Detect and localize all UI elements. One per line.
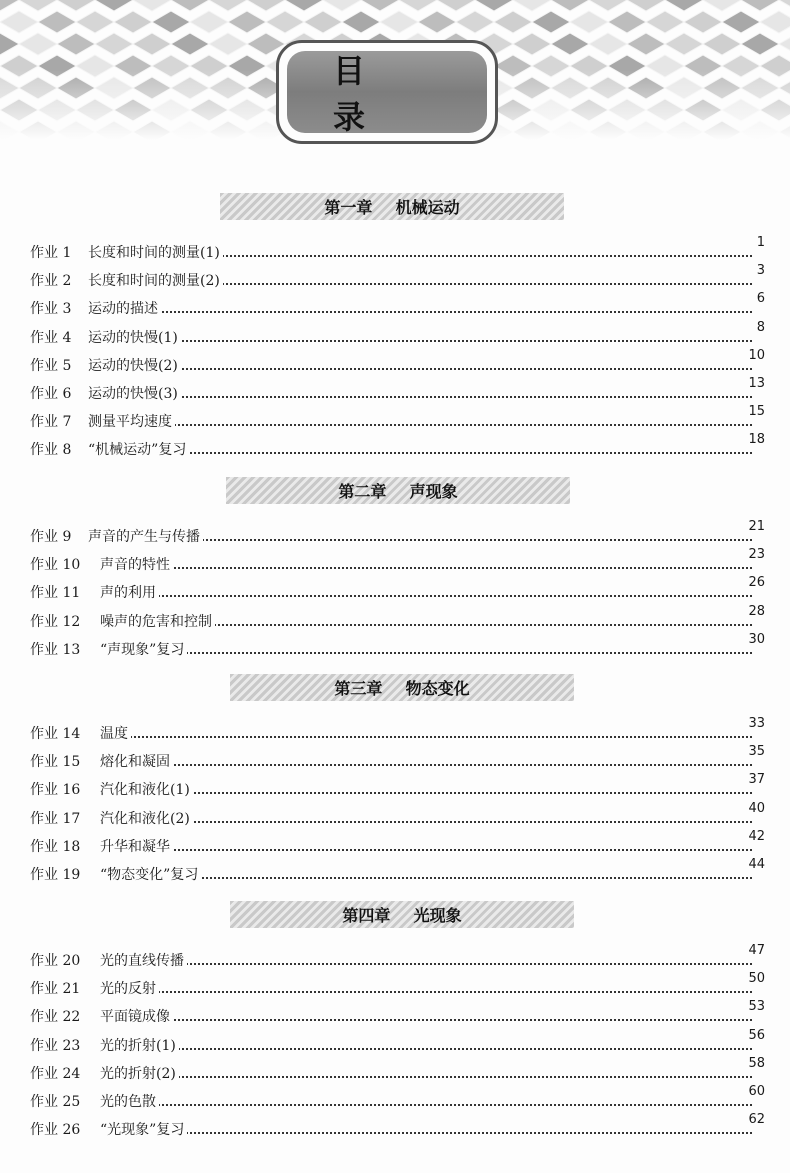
entry-title: 声音的产生与传播	[88, 527, 203, 547]
assignment-number: 作业 19	[30, 867, 81, 883]
cube-facet	[76, 11, 114, 33]
entry-title: 光的折射(2)	[100, 1064, 179, 1084]
cube-facet	[380, 11, 418, 33]
toc-entry[interactable]	[0, 999, 790, 1027]
cube-facet	[703, 0, 741, 11]
dot-leader	[110, 991, 752, 993]
entry-title: 光的反射	[100, 979, 159, 999]
assignment-number: 作业 17	[30, 810, 81, 827]
toc-entry[interactable]	[0, 943, 790, 971]
entry-title: 光的折射(1)	[100, 1036, 179, 1056]
cube-facet	[361, 0, 399, 11]
page-number: 35	[748, 744, 765, 760]
page-number: 18	[748, 432, 765, 448]
page-number: 37	[748, 772, 765, 788]
page-number: 21	[748, 519, 765, 534]
cube-facet	[570, 11, 608, 33]
assignment-number: 作业 20	[30, 953, 81, 969]
assignment-number: 作业 14	[30, 726, 81, 742]
dot-leader	[110, 764, 752, 766]
cube-facet	[722, 11, 760, 33]
dot-leader	[110, 849, 752, 851]
page-number: 23	[748, 547, 765, 563]
cube-facet	[513, 0, 551, 11]
cube-facet	[608, 11, 646, 33]
assignment-number: 作业 13	[30, 641, 81, 658]
toc-entry[interactable]	[0, 263, 790, 291]
dot-leader	[98, 311, 752, 313]
page-number: 42	[748, 828, 765, 844]
toc-entry[interactable]	[0, 347, 790, 376]
cube-facet	[627, 0, 665, 11]
toc-entry[interactable]	[0, 1084, 790, 1112]
page-number: 26	[748, 575, 765, 591]
assignment-number: 作业 16	[30, 782, 81, 799]
dot-leader	[98, 340, 752, 342]
cube-facet	[304, 11, 342, 33]
cube-facet	[171, 33, 209, 55]
chapter-header	[226, 477, 570, 504]
page-number: 33	[748, 716, 765, 731]
page-number: 56	[748, 1027, 765, 1043]
cube-facet	[114, 11, 152, 33]
page-number: 6	[756, 291, 765, 307]
dot-leader	[110, 792, 752, 794]
page-number: 53	[748, 999, 765, 1015]
toc-entry[interactable]	[0, 772, 790, 800]
cube-facet	[589, 0, 627, 11]
cube-facet	[95, 0, 133, 11]
page-number: 1	[756, 235, 765, 250]
entry-title: 熔化和凝固	[100, 752, 173, 772]
assignment-number: 作业 18	[30, 838, 81, 855]
cube-facet	[19, 33, 57, 55]
entry-title: 长度和时间的测量(2)	[88, 271, 223, 291]
cube-facet	[456, 11, 494, 33]
assignment-number: 作业 10	[30, 557, 81, 574]
page-number: 3	[756, 263, 765, 279]
cube-facet	[285, 0, 323, 11]
cube-facet	[171, 0, 209, 11]
cube-facet	[475, 0, 513, 11]
entry-title: “光现象”复习	[100, 1120, 187, 1140]
assignment-number: 作业 23	[30, 1037, 81, 1054]
entry-title: 温度	[100, 724, 131, 744]
cube-facet	[0, 0, 19, 11]
entry-title: 长度和时间的测量(1)	[88, 243, 223, 263]
toc-entry[interactable]	[0, 857, 790, 885]
chapter-title: 第四章 光现象	[342, 906, 462, 925]
dot-leader	[110, 963, 752, 965]
entry-title: 运动的快慢(2)	[88, 356, 181, 376]
toc-entry[interactable]	[0, 291, 790, 319]
cube-facet	[741, 0, 779, 11]
entry-title: 运动的描述	[88, 299, 161, 319]
cube-facet	[19, 0, 57, 11]
toc-entry[interactable]	[0, 519, 790, 547]
toc-entry[interactable]	[0, 828, 790, 857]
cube-facet	[779, 0, 790, 11]
page-number: 40	[748, 800, 765, 816]
cube-facet	[646, 11, 684, 33]
cube-facet	[684, 11, 722, 33]
cube-facet	[437, 0, 475, 11]
page-number: 62	[748, 1112, 765, 1128]
page-title: 目录	[287, 51, 487, 133]
dot-leader	[110, 1104, 752, 1106]
assignment-number: 作业 6	[30, 386, 72, 402]
assignment-number: 作业 9	[30, 529, 72, 545]
cube-facet	[133, 33, 171, 55]
assignment-number: 作业 26	[30, 1122, 81, 1139]
dot-leader	[98, 424, 752, 426]
dot-leader	[110, 821, 752, 823]
entry-title: 汽化和液化(2)	[100, 809, 193, 829]
assignment-number: 作业 22	[30, 1009, 81, 1026]
dot-leader	[110, 1048, 752, 1050]
assignment-number: 作业 24	[30, 1065, 81, 1082]
page-number: 10	[748, 347, 765, 363]
toc-entry[interactable]	[0, 432, 790, 460]
cube-facet	[551, 33, 589, 55]
cube-facet	[38, 11, 76, 33]
toc-entry[interactable]	[0, 404, 790, 432]
cube-facet	[209, 33, 247, 55]
cube-facet	[133, 0, 171, 11]
page-number: 58	[748, 1055, 765, 1071]
page-number: 13	[748, 376, 765, 391]
cube-facet	[57, 33, 95, 55]
chapter-title: 第一章 机械运动	[324, 198, 460, 217]
entry-title: 声的利用	[100, 583, 159, 603]
entry-title: 运动的快慢(1)	[88, 328, 181, 348]
toc-entry[interactable]	[0, 744, 790, 772]
assignment-number: 作业 21	[30, 981, 81, 998]
cube-facet	[95, 33, 133, 55]
toc-entry[interactable]	[0, 971, 790, 999]
cube-facet	[741, 33, 779, 55]
page-number: 44	[748, 857, 765, 872]
dot-leader	[110, 1132, 752, 1134]
cube-facet	[551, 0, 589, 11]
entry-title: 噪声的危害和控制	[100, 612, 215, 632]
chapter-header	[220, 193, 564, 220]
entry-title: 运动的快慢(3)	[88, 384, 181, 404]
cube-facet	[399, 0, 437, 11]
assignment-number: 作业 5	[30, 357, 72, 374]
toc-entry[interactable]	[0, 319, 790, 348]
page-number: 30	[748, 631, 765, 647]
assignment-number: 作业 7	[30, 414, 72, 431]
entry-title: 光的色散	[100, 1092, 159, 1112]
chapter-header	[230, 674, 574, 701]
page-number: 60	[748, 1084, 765, 1099]
page-number: 28	[748, 603, 765, 619]
toc-entry[interactable]	[0, 631, 790, 660]
assignment-number: 作业 11	[30, 585, 81, 602]
toc-entry[interactable]	[0, 1112, 790, 1140]
cube-facet	[513, 33, 551, 55]
cube-facet	[760, 11, 790, 33]
cube-facet	[209, 0, 247, 11]
toc-entry[interactable]	[0, 603, 790, 632]
cube-facet	[665, 0, 703, 11]
cube-facet	[589, 33, 627, 55]
page-title-frame	[276, 40, 498, 144]
assignment-number: 作业 4	[30, 329, 72, 346]
dot-leader	[98, 452, 752, 454]
entry-title: 光的直线传播	[100, 951, 187, 971]
cube-facet	[665, 33, 703, 55]
dot-leader	[110, 652, 752, 654]
dot-leader	[110, 567, 752, 569]
cube-facet	[0, 11, 38, 33]
cube-facet	[779, 33, 790, 55]
cube-facet	[57, 0, 95, 11]
cube-facet	[323, 0, 361, 11]
chapter-title: 第三章 物态变化	[334, 679, 470, 698]
cube-facet	[228, 11, 266, 33]
page-number: 15	[748, 404, 765, 420]
assignment-number: 作业 15	[30, 754, 81, 771]
cube-facet	[532, 11, 570, 33]
assignment-number: 作业 1	[30, 245, 72, 261]
entry-title: “机械运动”复习	[88, 440, 189, 460]
assignment-number: 作业 25	[30, 1094, 81, 1110]
cube-facet	[418, 11, 456, 33]
cube-facet	[494, 11, 532, 33]
toc-entry[interactable]	[0, 716, 790, 744]
toc-entry[interactable]	[0, 547, 790, 575]
toc-entry[interactable]	[0, 1055, 790, 1084]
entry-title: “物态变化”复习	[100, 865, 201, 885]
toc-entry[interactable]	[0, 1027, 790, 1056]
entry-title: 汽化和液化(1)	[100, 780, 193, 800]
entry-title: 测量平均速度	[88, 412, 175, 432]
entry-title: 声音的特性	[100, 555, 173, 575]
page-number: 47	[748, 943, 765, 958]
toc-entry[interactable]	[0, 800, 790, 829]
dot-leader	[110, 1019, 752, 1021]
assignment-number: 作业 3	[30, 301, 72, 318]
dot-leader	[110, 1076, 752, 1078]
dot-leader	[98, 396, 752, 398]
chapter-title: 第二章 声现象	[338, 482, 458, 501]
dot-leader	[110, 595, 752, 597]
dot-leader	[98, 368, 752, 370]
cube-facet	[627, 33, 665, 55]
dot-leader	[110, 736, 752, 738]
assignment-number: 作业 8	[30, 442, 72, 459]
entry-title: 升华和凝华	[100, 837, 173, 857]
page-number: 50	[748, 971, 765, 987]
assignment-number: 作业 2	[30, 273, 72, 290]
toc-entry[interactable]	[0, 376, 790, 404]
cube-facet	[152, 11, 190, 33]
entry-title: “声现象”复习	[100, 640, 187, 660]
toc-entry[interactable]	[0, 575, 790, 603]
cube-facet	[0, 33, 19, 55]
cube-facet	[266, 11, 304, 33]
page-number: 8	[756, 319, 765, 335]
entry-title: 平面镜成像	[100, 1007, 173, 1027]
cube-facet	[190, 11, 228, 33]
cube-facet	[703, 33, 741, 55]
assignment-number: 作业 12	[30, 613, 81, 630]
toc-entry[interactable]	[0, 235, 790, 263]
chapter-header	[230, 901, 574, 928]
cube-facet	[342, 11, 380, 33]
dot-leader	[110, 877, 752, 879]
cube-facet	[247, 0, 285, 11]
